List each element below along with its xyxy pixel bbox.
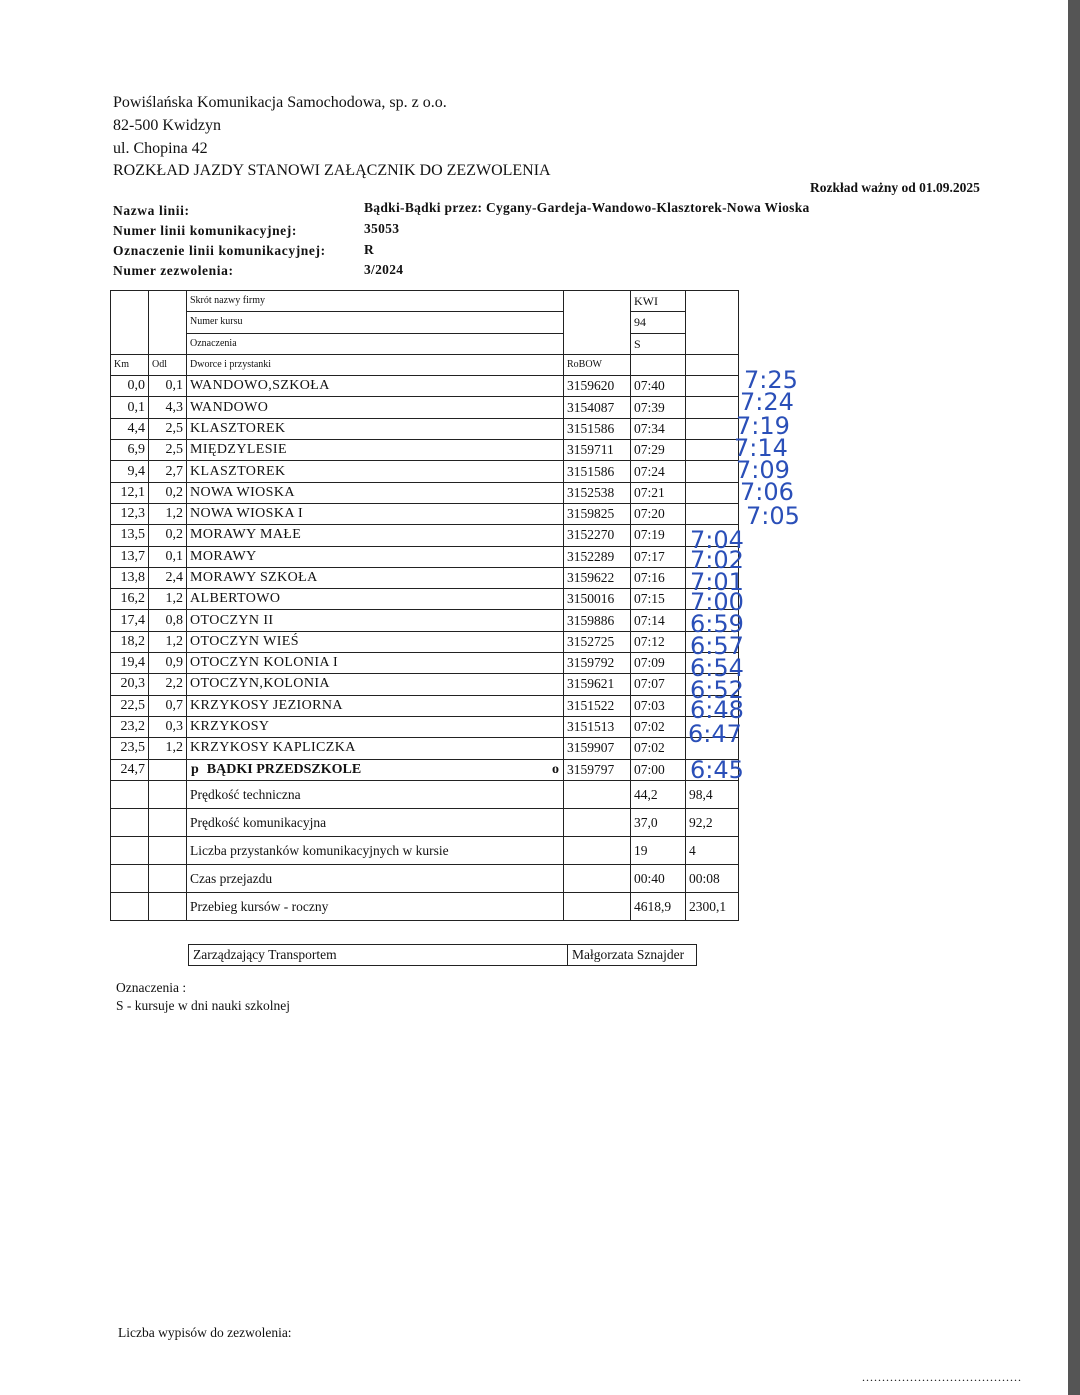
distance-cell: 2,4 xyxy=(149,567,187,588)
summary-value: 4618,9 xyxy=(631,892,686,920)
course-label: Numer kursu xyxy=(187,312,564,333)
document-heading: ROZKŁAD JAZDY STANOWI ZAŁĄCZNIK DO ZEZWOLENIA xyxy=(113,162,551,179)
stop-code: 3151586 xyxy=(564,418,631,439)
summary-value: 00:40 xyxy=(631,864,686,892)
firm-label: Skrót nazwy firmy xyxy=(187,291,564,312)
stop-name: MORAWY xyxy=(187,546,564,567)
handwritten-time: 6:52 xyxy=(690,676,744,704)
stop-code: 3154087 xyxy=(564,397,631,418)
header-blank xyxy=(686,291,739,355)
distance-cell: 0,8 xyxy=(149,610,187,631)
summary-label: Przebieg kursów - roczny xyxy=(187,892,564,920)
km-cell: 13,7 xyxy=(111,546,149,567)
col-blank xyxy=(686,354,739,375)
km-cell: 9,4 xyxy=(111,461,149,482)
blank-cell xyxy=(111,864,149,892)
page-edge xyxy=(1068,0,1080,1395)
stop-name: KRZYKOSY KAPLICZKA xyxy=(187,738,564,759)
distance-cell xyxy=(149,759,187,780)
table-row xyxy=(111,567,739,588)
distance-cell: 2,2 xyxy=(149,674,187,695)
handwritten-time: 7:05 xyxy=(746,502,800,530)
table-row xyxy=(111,610,739,631)
line-number-label: Numer linii komunikacyjnej: xyxy=(113,223,297,238)
manager-box xyxy=(188,944,697,966)
stop-code: 3159886 xyxy=(564,610,631,631)
stop-code: 3159711 xyxy=(564,440,631,461)
blank-cell xyxy=(686,440,739,461)
line-mark: R xyxy=(364,242,375,257)
header-blank xyxy=(564,291,631,355)
departure-time: 07:40 xyxy=(631,376,686,397)
stop-name: NOWA WIOSKA I xyxy=(187,503,564,524)
table-row xyxy=(111,631,739,652)
blank-cell xyxy=(564,892,631,920)
handwritten-time: 7:14 xyxy=(734,434,788,462)
km-cell: 23,2 xyxy=(111,716,149,737)
km-cell: 18,2 xyxy=(111,631,149,652)
stop-code: 3152270 xyxy=(564,525,631,546)
table-row xyxy=(111,716,739,737)
table-row xyxy=(111,461,739,482)
handwritten-time: 7:00 xyxy=(690,588,744,616)
table-row xyxy=(111,653,739,674)
col-km: Km xyxy=(111,354,149,375)
stop-name: OTOCZYN II xyxy=(187,610,564,631)
table-row xyxy=(111,695,739,716)
firm-value: KWI xyxy=(631,291,686,312)
table-row-final xyxy=(111,759,739,780)
km-cell: 22,5 xyxy=(111,695,149,716)
departure-time: 07:03 xyxy=(631,695,686,716)
company-name: Powiślańska Komunikacja Samochodowa, sp. z o.o. xyxy=(113,94,447,111)
stop-code: 3159622 xyxy=(564,567,631,588)
handwritten-time: 7:24 xyxy=(740,388,794,416)
departure-time: 07:00 xyxy=(631,759,686,780)
handwritten-time: 7:06 xyxy=(740,478,794,506)
departure-time: 07:15 xyxy=(631,589,686,610)
line-number: 35053 xyxy=(364,221,400,236)
manager-label: Zarządzający Transportem xyxy=(189,945,568,966)
stop-code: 3151513 xyxy=(564,716,631,737)
km-cell: 0,0 xyxy=(111,376,149,397)
departure-time: 07:14 xyxy=(631,610,686,631)
summary-value: 19 xyxy=(631,836,686,864)
stop-name: KRZYKOSY xyxy=(187,716,564,737)
summary-label: Czas przejazdu xyxy=(187,864,564,892)
stop-name: MORAWY MAŁE xyxy=(187,525,564,546)
summary-label: Prędkość techniczna xyxy=(187,780,564,808)
summary-row xyxy=(111,892,739,920)
handwritten-time: 7:04 xyxy=(690,526,744,554)
summary-row xyxy=(111,780,739,808)
distance-cell: 0,7 xyxy=(149,695,187,716)
distance-cell: 1,2 xyxy=(149,738,187,759)
blank-cell xyxy=(111,780,149,808)
stop-code: 3159797 xyxy=(564,759,631,780)
stop-code: 3152538 xyxy=(564,482,631,503)
line-name: Bądki-Bądki przez: Cygany-Gardeja-Wandowo-Klasztorek-Nowa Wioska xyxy=(364,200,810,215)
stop-code: 3151586 xyxy=(564,461,631,482)
valid-from: Rozkład ważny od 01.09.2025 xyxy=(810,180,980,195)
handwritten-time: 7:19 xyxy=(736,412,790,440)
stop-code: 3159825 xyxy=(564,503,631,524)
table-row xyxy=(111,674,739,695)
stop-code: 3159620 xyxy=(564,376,631,397)
handwritten-time: 7:09 xyxy=(736,456,790,484)
marks-value: S xyxy=(631,333,686,354)
handwritten-time: 6:45 xyxy=(690,756,744,784)
handwritten-time: 7:02 xyxy=(690,546,744,574)
summary-row xyxy=(111,836,739,864)
blank-cell xyxy=(149,808,187,836)
header-blank xyxy=(111,291,149,355)
stop-code: 3150016 xyxy=(564,589,631,610)
distance-cell: 1,2 xyxy=(149,589,187,610)
blank-cell xyxy=(686,482,739,503)
summary-value-2: 00:08 xyxy=(686,864,739,892)
stop-name: ALBERTOWO xyxy=(187,589,564,610)
departure-time: 07:29 xyxy=(631,440,686,461)
col-odl: Odl xyxy=(149,354,187,375)
blank-cell xyxy=(686,418,739,439)
blank-cell xyxy=(149,864,187,892)
stop-code: 3151522 xyxy=(564,695,631,716)
distance-cell: 0,3 xyxy=(149,716,187,737)
table-row xyxy=(111,589,739,610)
signature-dots: ........................................ xyxy=(862,1370,1022,1384)
distance-cell: 2,7 xyxy=(149,461,187,482)
distance-cell: 0,2 xyxy=(149,482,187,503)
blank-cell xyxy=(564,808,631,836)
stop-name: OTOCZYN WIEŚ xyxy=(187,631,564,652)
summary-row xyxy=(111,808,739,836)
blank-cell xyxy=(686,376,739,397)
stop-name: OTOCZYN KOLONIA I xyxy=(187,653,564,674)
permit-label: Numer zezwolenia: xyxy=(113,263,234,278)
summary-label: Liczba przystanków komunikacyjnych w kursie xyxy=(187,836,564,864)
departure-time: 07:07 xyxy=(631,674,686,695)
blank-cell xyxy=(564,780,631,808)
permit-number: 3/2024 xyxy=(364,262,404,277)
departure-time: 07:17 xyxy=(631,546,686,567)
summary-value-2: 92,2 xyxy=(686,808,739,836)
distance-cell: 2,5 xyxy=(149,418,187,439)
km-cell: 13,8 xyxy=(111,567,149,588)
departure-time: 07:21 xyxy=(631,482,686,503)
table-row xyxy=(111,503,739,524)
summary-value-2: 98,4 xyxy=(686,780,739,808)
notes-title: Oznaczenia : xyxy=(116,980,187,995)
blank-cell xyxy=(564,864,631,892)
blank-cell xyxy=(686,503,739,524)
col-blank xyxy=(631,354,686,375)
stop-name: MORAWY SZKOŁA xyxy=(187,567,564,588)
stop-code: 3152725 xyxy=(564,631,631,652)
stop-code: 3159907 xyxy=(564,738,631,759)
summary-value-2: 2300,1 xyxy=(686,892,739,920)
stop-prefix: p xyxy=(191,761,199,777)
table-row xyxy=(111,525,739,546)
km-cell: 17,4 xyxy=(111,610,149,631)
table-row xyxy=(111,376,739,397)
table-row xyxy=(111,440,739,461)
summary-label: Prędkość komunikacyjna xyxy=(187,808,564,836)
distance-cell: 2,5 xyxy=(149,440,187,461)
stop-code: 3159621 xyxy=(564,674,631,695)
header-blank xyxy=(149,291,187,355)
handwritten-time: 7:01 xyxy=(690,568,744,596)
copies-label: Liczba wypisów do zezwolenia: xyxy=(118,1325,292,1340)
blank-cell xyxy=(686,397,739,418)
km-cell: 6,9 xyxy=(111,440,149,461)
course-value: 94 xyxy=(631,312,686,333)
distance-cell: 1,2 xyxy=(149,631,187,652)
km-cell: 16,2 xyxy=(111,589,149,610)
table-row xyxy=(111,397,739,418)
blank-cell xyxy=(149,892,187,920)
blank-cell xyxy=(111,836,149,864)
km-cell: 12,3 xyxy=(111,503,149,524)
departure-time: 07:02 xyxy=(631,716,686,737)
km-cell: 13,5 xyxy=(111,525,149,546)
stop-name: WANDOWO xyxy=(187,397,564,418)
departure-time: 07:34 xyxy=(631,418,686,439)
handwritten-time: 6:54 xyxy=(690,654,744,682)
stop-name: WANDOWO,SZKOŁA xyxy=(187,376,564,397)
km-cell: 20,3 xyxy=(111,674,149,695)
handwritten-time: 6:59 xyxy=(690,610,744,638)
stop-code: 3159792 xyxy=(564,653,631,674)
col-stops: Dworce i przystanki xyxy=(187,354,564,375)
stop-name: KLASZTOREK xyxy=(187,461,564,482)
blank-cell xyxy=(149,780,187,808)
stop-name: OTOCZYN,KOLONIA xyxy=(187,674,564,695)
handwritten-time: 6:48 xyxy=(690,696,744,724)
blank-cell xyxy=(111,808,149,836)
blank-cell xyxy=(686,461,739,482)
table-row xyxy=(111,482,739,503)
distance-cell: 0,1 xyxy=(149,546,187,567)
km-cell: 24,7 xyxy=(111,759,149,780)
table-row xyxy=(111,738,739,759)
km-cell: 19,4 xyxy=(111,653,149,674)
summary-row xyxy=(111,864,739,892)
notes-s: S - kursuje w dni nauki szkolnej xyxy=(116,998,290,1013)
marks-label: Oznaczenia xyxy=(187,333,564,354)
stop-name: BĄDKI PRZEDSZKOLE xyxy=(206,761,362,777)
summary-value: 37,0 xyxy=(631,808,686,836)
summary-value: 44,2 xyxy=(631,780,686,808)
stop-name: MIĘDZYLESIE xyxy=(187,440,564,461)
departure-time: 07:20 xyxy=(631,503,686,524)
distance-cell: 0,1 xyxy=(149,376,187,397)
handwritten-time: 6:47 xyxy=(688,720,742,748)
line-name-label: Nazwa linii: xyxy=(113,203,190,218)
stop-suffix: o xyxy=(552,761,559,777)
line-mark-label: Oznaczenie linii komunikacyjnej: xyxy=(113,243,326,258)
distance-cell: 1,2 xyxy=(149,503,187,524)
km-cell: 4,4 xyxy=(111,418,149,439)
blank-cell xyxy=(111,892,149,920)
stop-name: NOWA WIOSKA xyxy=(187,482,564,503)
summary-value-2: 4 xyxy=(686,836,739,864)
manager-name: Małgorzata Sznajder xyxy=(568,945,697,966)
company-street: ul. Chopina 42 xyxy=(113,140,208,157)
departure-time: 07:39 xyxy=(631,397,686,418)
km-cell: 12,1 xyxy=(111,482,149,503)
blank-cell xyxy=(149,836,187,864)
stop-name: KLASZTOREK xyxy=(187,418,564,439)
departure-time: 07:12 xyxy=(631,631,686,652)
departure-time: 07:02 xyxy=(631,738,686,759)
table-row xyxy=(111,546,739,567)
distance-cell: 0,9 xyxy=(149,653,187,674)
col-code: RoBOW xyxy=(564,354,631,375)
departure-time: 07:19 xyxy=(631,525,686,546)
departure-time: 07:24 xyxy=(631,461,686,482)
table-row xyxy=(111,418,739,439)
handwritten-time: 6:57 xyxy=(690,632,744,660)
distance-cell: 4,3 xyxy=(149,397,187,418)
stop-name-final xyxy=(187,759,564,780)
blank-cell xyxy=(564,836,631,864)
departure-time: 07:16 xyxy=(631,567,686,588)
stop-code: 3152289 xyxy=(564,546,631,567)
departure-time: 07:09 xyxy=(631,653,686,674)
timetable xyxy=(110,290,739,921)
company-postal: 82-500 Kwidzyn xyxy=(113,117,221,134)
handwritten-time: 7:25 xyxy=(744,366,798,394)
km-cell: 0,1 xyxy=(111,397,149,418)
distance-cell: 0,2 xyxy=(149,525,187,546)
km-cell: 23,5 xyxy=(111,738,149,759)
stop-name: KRZYKOSY JEZIORNA xyxy=(187,695,564,716)
